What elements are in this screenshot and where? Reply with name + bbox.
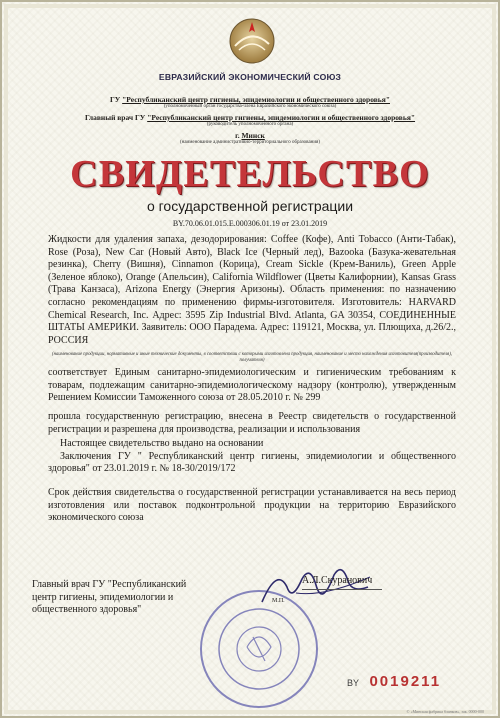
description-caption: (наименование продукции, нормативные и иные технические документы, в соответствии с которыми изготовлена продукция, наименование и место нахождения изготовителя(производителя), получателя) (51, 352, 453, 363)
registration-text: прошла государственную регистрацию, внесена в Реестр свидетельств о государственной регистрации и разрешена для производства, реализации и использования (48, 411, 456, 435)
serial-series: BY (347, 678, 360, 688)
authority-line (2, 95, 498, 104)
chief-line (2, 113, 498, 122)
basis-text: Заключения ГУ " Республиканский центр гигиены, эпидемиологии и общественного здоровья" от 23.01.2019 г. № 18-30/2019/172 (48, 450, 456, 475)
authority-name: "Республиканский центр гигиены, эпидемиологии и общественного здоровья" (122, 95, 390, 104)
product-description: Жидкости для удаления запаха, дезодорирования: Coffee (Кофе), Anti Tobacco (Анти-Табак), Rose (Роза), New Car (Новый Авто), Black Ice (Черный лед), Bazooka (Базука-жевательная резинка), Cherry (Вишня), Cinnamon (Корица), Cream Sickle (Крем-Ваниль), Green Apple (Зеленое яблоко), Orange (Апельсин), California Wildflower (Цветы Калифорнии), Kansas Grass (Трава Канзаса), Arizona Energy (Энергия Аризоны). Область применения: по назначению согласно рекомендациям по применению фирмы-изготовителя. Изготовитель: HARVARD Chemical Research, Inc. Адрес: 3595 Zip Industrial Blvd. Atlanta, GA 30354, СОЕДИНЕННЫЕ ШТАТЫ АМЕРИКИ. Заявитель: ООО Парадема. Адрес: 119121, Москва, ул. Плющиха, д.26/2., РОССИЯ (48, 234, 456, 346)
signer-name: А.Л.Скуранович (302, 575, 373, 586)
seal-label: М.П. (272, 598, 285, 604)
chief-name: "Республиканский центр гигиены, эпидемиологии и общественного здоровья" (147, 113, 416, 122)
union-name: ЕВРАЗИЙСКИЙ ЭКОНОМИЧЕСКИЙ СОЮЗ (158, 72, 342, 82)
city-line (2, 131, 498, 140)
certificate-subtitle: о государственной регистрации (146, 198, 354, 214)
chief-caption: (руководитель уполномоченного органа) (206, 122, 294, 127)
signature-underline (302, 589, 382, 590)
blank-serial (347, 673, 441, 691)
city-prefix: г. (235, 131, 242, 140)
city-name: Минск (241, 131, 265, 140)
authority-prefix: ГУ (109, 95, 123, 104)
city-caption: (наименование административно-территориального образования) (179, 140, 320, 145)
signer-title: Главный врач ГУ "Республиканский центр гигиены, эпидемиологии и общественного здоровья" (32, 579, 187, 616)
authority-caption: (уполномоченный орган государства-члена Евразийского экономического союза) (163, 104, 337, 109)
validity-text: Срок действия свидетельства о государственной регистрации устанавливается на весь период изготовления или поставок подконтрольной продукции на территорию Евразийского экономического союза (48, 487, 456, 524)
certificate-title: СВИДЕТЕЛЬСТВО (70, 153, 430, 195)
printer-mark: © «Минская фабрика бланков», зак. 0000-000 (406, 709, 484, 714)
serial-number: 0019211 (369, 673, 442, 690)
registration-number: BY.70.06.01.015.Е.000306.01.19 от 23.01.2019 (172, 219, 328, 228)
chief-prefix: Главный врач ГУ (84, 113, 148, 122)
basis-block (48, 438, 456, 476)
compliance-text: соответствует Единым санитарно-эпидемиологическим и гигиеническим требованиям к товарам, подлежащим санитарно-эпидемиологическому надзору (контролю), утвержденным Решением Комиссии Таможенного союза от 28.05.2010 г. № 299 (48, 367, 456, 404)
basis-intro: Настоящее свидетельство выдано на основании (60, 438, 264, 449)
signature-icon (252, 557, 392, 617)
eaeu-emblem-icon (217, 14, 287, 68)
